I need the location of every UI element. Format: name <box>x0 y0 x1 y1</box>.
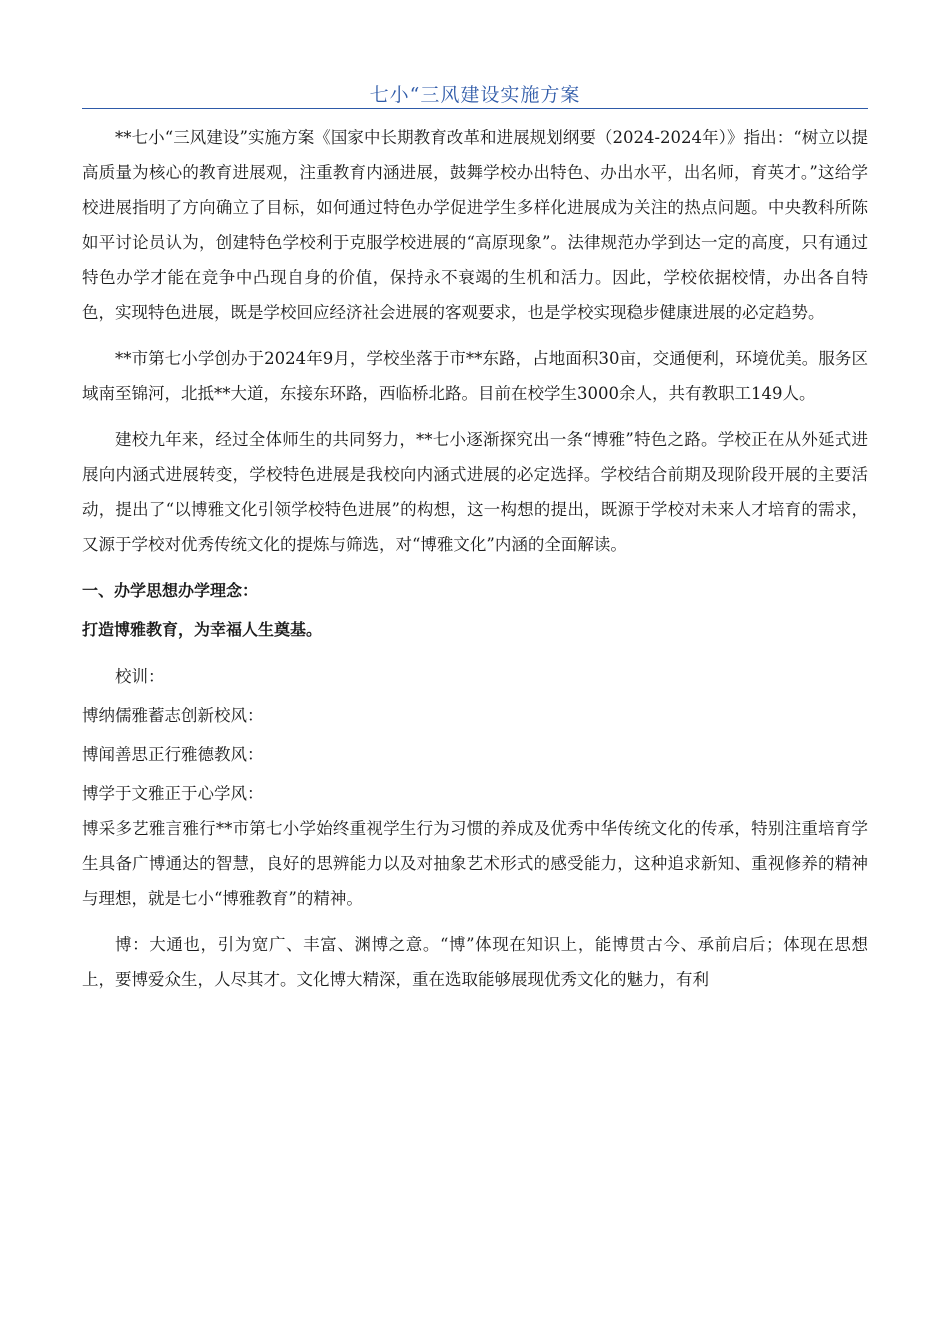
study-spirit-line: 博学于文雅正于心学风： <box>82 784 264 803</box>
paragraph-school-info: **市第七小学创办于2024年9月，学校坐落于市**东路，占地面积30亩，交通便利，环境优美。服务区域南至锦河，北抵**大道，东接东环路，西临桥北路。目前在校学生3000余人，共有教职工149人。 <box>82 349 868 403</box>
paragraph-bo-meaning: 博：大通也，引为宽广、丰富、渊博之意。“博”体现在知识上，能博贯古今、承前启后；体现在思想上，要博爱众生，人尽其才。文化博大精深，重在选取能够展现优秀文化的魅力，有利 <box>82 935 868 989</box>
paragraph-boya-education: 博采多艺雅言雅行**市第七小学始终重视学生行为习惯的养成及优秀中华传统文化的传承，特别注重培育学生具备广博通达的智慧，良好的思辨能力以及对抽象艺术形式的感受能力，这种追求新知、重视修养的精神与理想，就是七小“博雅教育”的精神。 <box>82 819 868 908</box>
motto-label: 校训： <box>115 667 165 686</box>
document-title: 七小“三风建设实施方案 <box>369 84 581 106</box>
paragraph-boya-path: 建校九年来，经过全体师生的共同努力，**七小逐渐探究出一条“博雅”特色之路。学校正在从外延式进展向内涵式进展转变，学校特色进展是我校向内涵式进展的必定选择。学校结合前期及现阶段开展的主要活动，提出了“以博雅文化引领学校特色进展”的构想，这一构想的提出，既源于学校对未来人才培育的需求，又源于学校对优秀传统文化的提炼与筛选，对“博雅文化”内涵的全面解读。 <box>82 430 868 554</box>
section-subheading: 打造博雅教育，为幸福人生奠基。 <box>82 620 323 639</box>
school-spirit-line: 博纳儒雅蓄志创新校风： <box>82 706 264 725</box>
paragraph-intro: **七小“三风建设”实施方案《国家中长期教育改革和进展规划纲要（2024-2024年）》指出：“树立以提高质量为核心的教育进展观，注重教育内涵进展，鼓舞学校办出特色、办出水平，出名师，育英才。”这给学校进展指明了方向确立了目标，如何通过特色办学促进学生多样化进展成为关注的热点问题。中央教科所陈如平讨论员认为，创建特色学校利于克服学校进展的“高原现象”。法律规范办学到达一定的高度，只有通过特色办学才能在竞争中凸现自身的价值，保持永不衰竭的生机和活力。因此，学校依据校情，办出各自特色，实现特色进展，既是学校回应经济社会进展的客观要求，也是学校实现稳步健康进展的必定趋势。 <box>82 128 868 322</box>
teaching-spirit-line: 博闻善思正行雅德教风： <box>82 745 264 764</box>
document-body <box>82 120 868 1008</box>
title-underline <box>82 108 868 109</box>
section-heading: 一、办学思想办学理念： <box>82 581 259 600</box>
